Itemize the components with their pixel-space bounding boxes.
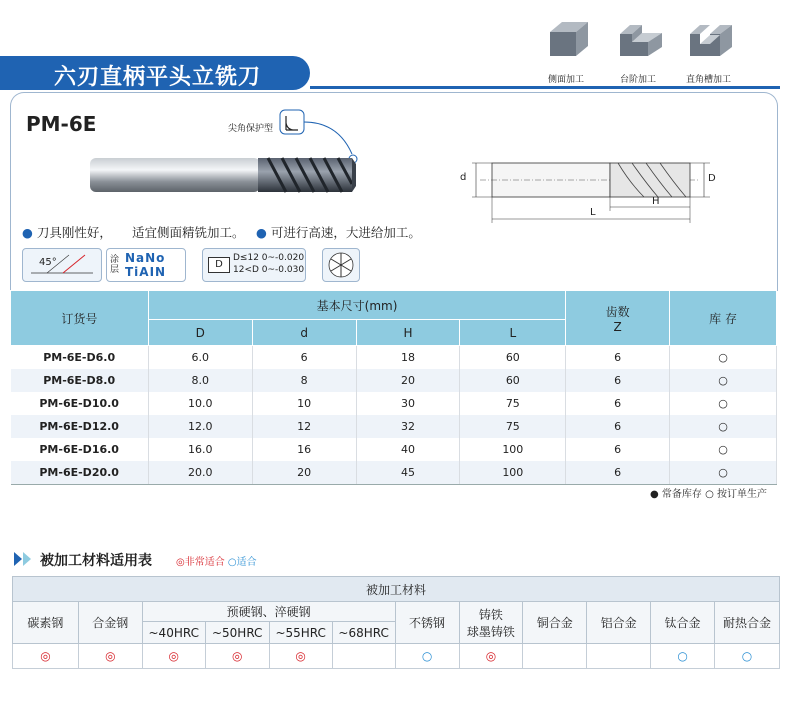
model-name: PM-6E <box>26 112 97 136</box>
suit-68hrc <box>332 644 395 669</box>
materials-suitability-row <box>13 644 780 669</box>
col-titanium: 钛合金 <box>651 602 715 644</box>
col-40hrc: ~40HRC <box>142 622 205 644</box>
coating-badge: 涂层 NaNo TiAIN <box>106 248 186 282</box>
helix-angle-icon <box>27 253 97 277</box>
feature-finishing: 适宜侧面精铣加工。 <box>132 225 245 240</box>
suit-heat-resistant: ○ <box>715 644 780 669</box>
machining-side <box>546 20 592 62</box>
slot-milling-icon <box>688 20 734 58</box>
six-flute-badge <box>322 248 360 282</box>
machining-step-label: 台阶加工 <box>620 75 657 85</box>
suit-40hrc: ◎ <box>142 644 205 669</box>
col-hardened: 预硬钢、淬硬钢 <box>142 602 395 622</box>
suit-alloy: ◎ <box>78 644 142 669</box>
header-L: L <box>460 320 566 346</box>
corner-protection-label: 尖角保护型 <box>228 124 274 134</box>
machining-slot <box>688 20 734 62</box>
dim-D: D <box>708 173 716 184</box>
materials-legend: ◎非常适合 ○适合 <box>176 557 257 568</box>
table-row: PM-6E-D8.0 8.0 8 20 60 6 ○ <box>11 369 777 392</box>
machining-side-label: 侧面加工 <box>548 75 585 85</box>
col-aluminum: 铝合金 <box>587 602 651 644</box>
table-row: PM-6E-D20.0 20.0 20 45 100 6 ○ <box>11 461 777 485</box>
dim-L: L <box>590 207 596 218</box>
header-teeth: 齿数 Z <box>566 291 670 346</box>
suit-55hrc: ◎ <box>269 644 332 669</box>
feature-rigidity: ● 刀具刚性好， <box>22 225 112 240</box>
header-dims: 基本尺寸(mm) <box>148 291 565 320</box>
tolerance-badge: D D≤12 0~-0.020 12<D 0~-0.030 <box>202 248 306 282</box>
dim-d: d <box>460 172 467 183</box>
header-D: D <box>148 320 252 346</box>
end-mill-image <box>90 152 360 202</box>
machining-slot-label: 直角槽加工 <box>686 75 732 85</box>
col-68hrc: ~68HRC <box>332 622 395 644</box>
suit-cast: ◎ <box>459 644 523 669</box>
suit-50hrc: ◎ <box>205 644 269 669</box>
suit-titanium: ○ <box>651 644 715 669</box>
table-row: PM-6E-D10.0 10.0 10 30 75 6 ○ <box>11 392 777 415</box>
suit-aluminum <box>587 644 651 669</box>
table-row: PM-6E-D16.0 16.0 16 40 100 6 ○ <box>11 438 777 461</box>
col-heat-resistant: 耐热合金 <box>715 602 780 644</box>
spec-table <box>10 290 777 485</box>
bullet: ● <box>256 225 267 240</box>
header-stock: 库 存 <box>670 291 777 346</box>
suit-stainless: ○ <box>395 644 459 669</box>
header-H: H <box>356 320 460 346</box>
bullet: ● <box>22 225 33 240</box>
section-arrow-icon <box>14 552 36 566</box>
col-carbon: 碳素钢 <box>13 602 79 644</box>
suit-carbon: ◎ <box>13 644 79 669</box>
header-order: 订货号 <box>11 291 149 346</box>
col-55hrc: ~55HRC <box>269 622 332 644</box>
table-row: PM-6E-D6.0 6.0 6 18 60 6 ○ <box>11 346 777 370</box>
machining-step <box>618 20 664 62</box>
table-row: PM-6E-D12.0 12.0 12 32 75 6 ○ <box>11 415 777 438</box>
col-copper: 铜合金 <box>523 602 587 644</box>
suit-copper <box>523 644 587 669</box>
dim-H: H <box>652 196 660 207</box>
six-flute-icon <box>326 250 356 280</box>
col-cast: 铸铁 球墨铸铁 <box>459 602 523 644</box>
col-stainless: 不锈钢 <box>395 602 459 644</box>
materials-table <box>12 576 780 669</box>
side-milling-icon <box>546 20 592 58</box>
step-milling-icon <box>618 20 664 58</box>
title-underline <box>310 86 780 89</box>
feature-high-speed: ● 可进行高速，大进给加工。 <box>256 225 421 240</box>
col-alloy: 合金钢 <box>78 602 142 644</box>
col-50hrc: ~50HRC <box>205 622 269 644</box>
stock-legend: ● 常备库存 ○ 按订单生产 <box>650 489 767 500</box>
page-title: 六刃直柄平头立铣刀 <box>54 65 262 90</box>
materials-title: 被加工材料适用表 <box>40 553 152 569</box>
helix-angle-badge: 45° <box>22 248 102 282</box>
header-d: d <box>252 320 356 346</box>
materials-header: 被加工材料 <box>13 577 780 602</box>
